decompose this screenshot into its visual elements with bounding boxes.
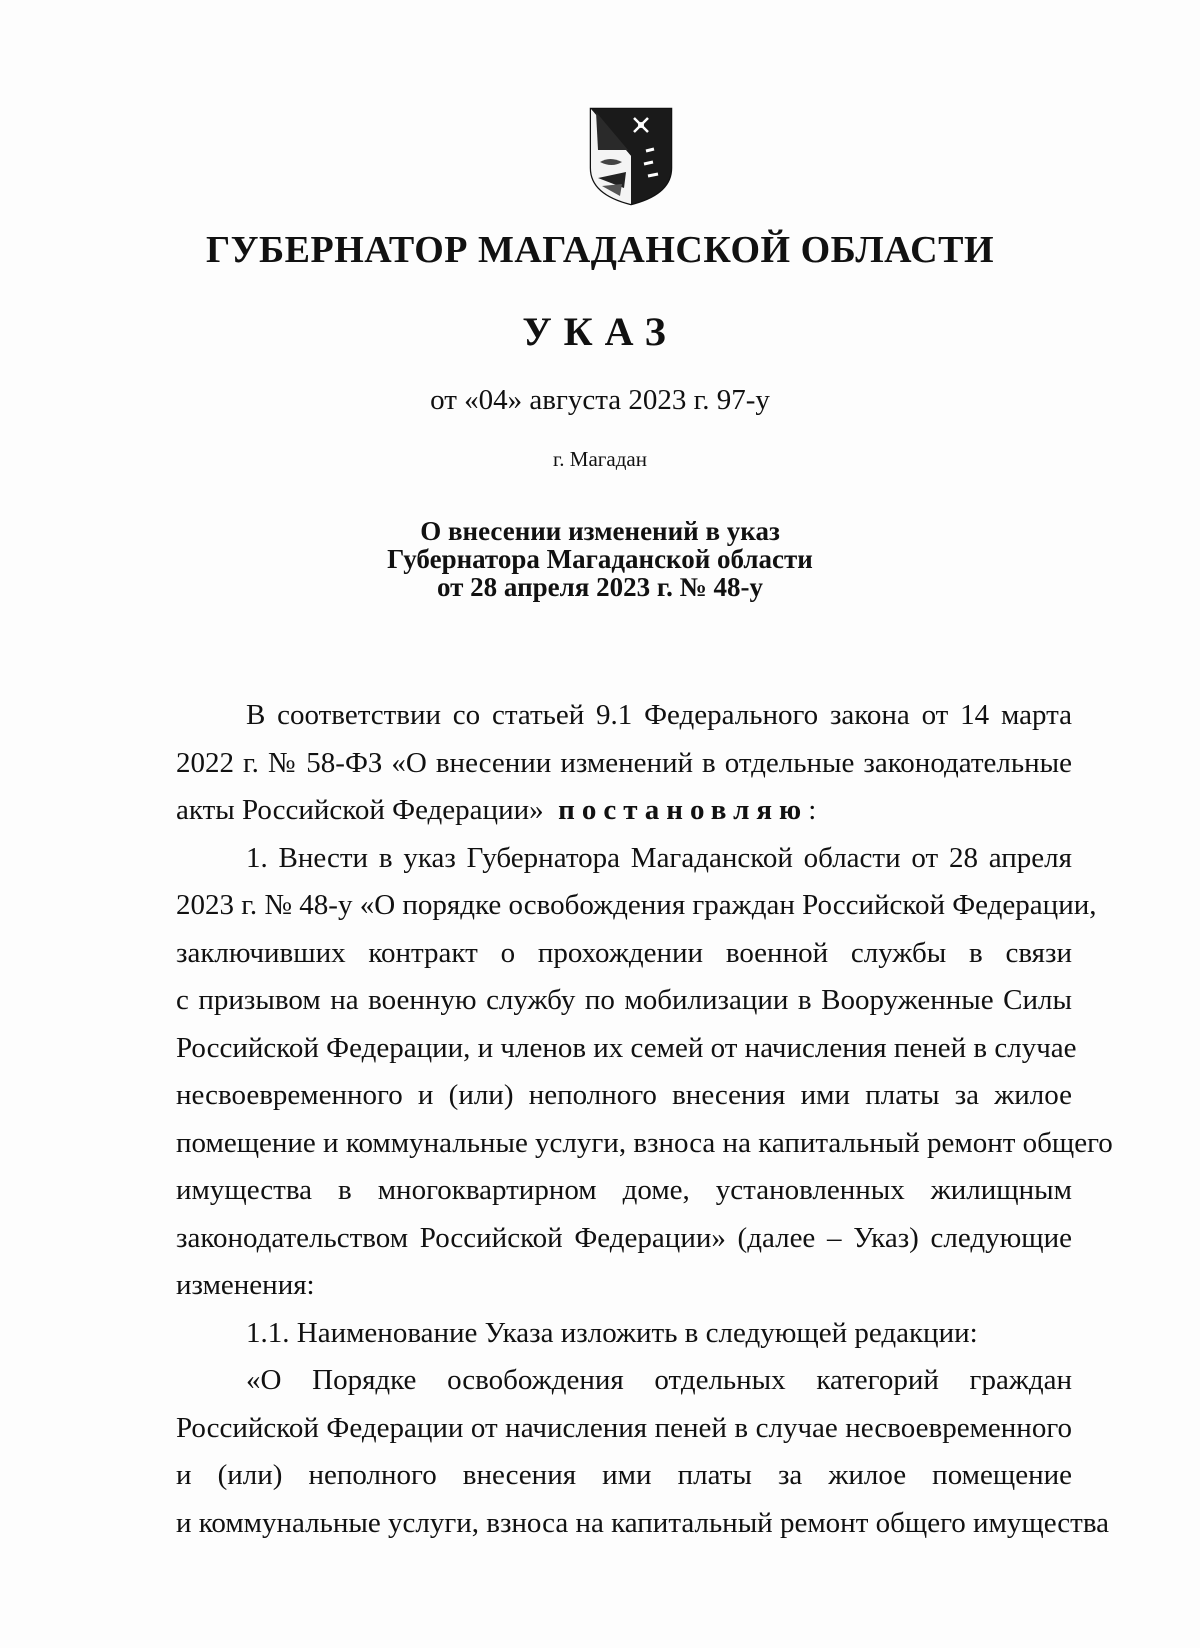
body-line: заключивших контракт о прохождении военной службы в связи: [176, 936, 1072, 969]
document-subject: [0, 517, 1200, 601]
body-line: и коммунальные услуги, взноса на капитальный ремонт общего имущества: [176, 1506, 1110, 1539]
document-date-number: от «04» августа 2023 г. 97-у: [430, 384, 770, 416]
body-line: 2023 г. № 48-у «О порядке освобождения граждан Российской Федерации,: [176, 889, 1097, 921]
body-line-decree: [176, 791, 1072, 839]
subject-line: О внесении изменений в указ: [420, 516, 780, 546]
document-body: [176, 696, 1113, 1551]
body-line: 1. Внести в указ Губернатора Магаданской области от 28 апреля: [246, 841, 1072, 874]
body-line: имущества в многоквартирном доме, установленных жилищным: [176, 1174, 1072, 1206]
authority-title: ГУБЕРНАТОР МАГАДАНСКОЙ ОБЛАСТИ: [205, 229, 995, 271]
body-line: и (или) неполного внесения ими платы за жилое помещение: [176, 1459, 1072, 1491]
body-line: 2022 г. № 58-ФЗ «О внесении изменений в отдельные законодательные: [176, 746, 1072, 779]
body-line: 1.1. Наименование Указа изложить в следующей редакции:: [246, 1316, 978, 1349]
coat-of-arms-icon: [588, 106, 674, 206]
body-line: помещение и коммунальные услуги, взноса на капитальный ремонт общего: [176, 1126, 1113, 1159]
subject-line: Губернатора Магаданской области: [387, 544, 813, 574]
body-line: с призывом на военную службу по мобилизации в Вооруженные Силы: [176, 984, 1072, 1016]
body-line: несвоевременного и (или) неполного внесения ими платы за жилое: [176, 1079, 1072, 1111]
body-text: :: [808, 794, 817, 826]
body-line: изменения:: [176, 1269, 315, 1301]
body-text: акты Российской Федерации»: [176, 794, 544, 826]
decree-verb: постановляю: [558, 794, 809, 826]
body-line: В соответствии со статьей 9.1 Федерального закона от 14 марта: [246, 699, 1072, 731]
subject-line: от 28 апреля 2023 г. № 48-у: [437, 572, 763, 602]
body-line: законодательством Российской Федерации» (далее – Указ) следующие: [176, 1221, 1072, 1254]
body-line: Российской Федерации, и членов их семей от начисления пеней в случае: [176, 1031, 1077, 1064]
body-line: Российской Федерации от начисления пеней в случае несвоевременного: [176, 1411, 1072, 1444]
body-line: «О Порядке освобождения отдельных категорий граждан: [246, 1364, 1072, 1396]
document-type: УКАЗ: [522, 309, 678, 354]
document-city: г. Магадан: [553, 447, 647, 471]
